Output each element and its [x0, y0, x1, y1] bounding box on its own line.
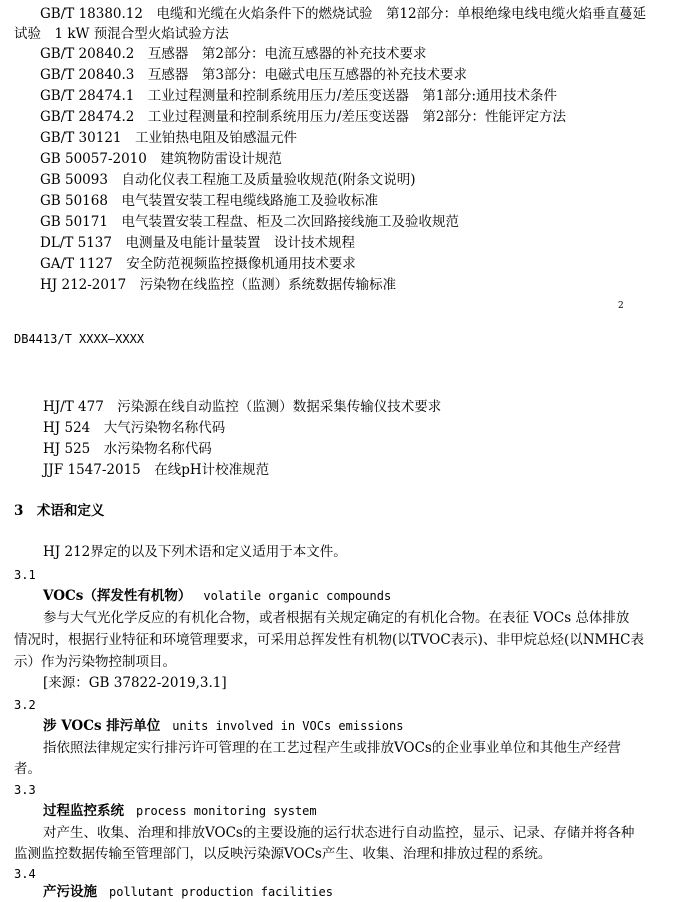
term-title	[43, 884, 333, 900]
document-code: DB4413/T XXXX—XXXX	[14, 332, 145, 346]
term-title-cn: 过程监控系统	[43, 803, 124, 819]
reference-item: HJ/T 477 污染源在线自动监控（监测）数据采集传输仪技术要求	[43, 399, 442, 415]
term-number: 3.3	[14, 783, 36, 797]
section-heading: 3 术语和定义	[14, 503, 105, 519]
reference-item: GB 50171 电气装置安装工程盘、柜及二次回路接线施工及验收规范	[40, 214, 459, 230]
reference-item: GB/T 18380.12 电缆和光缆在火焰条件下的燃烧试验 第12部分：单根绝缘电线电缆火焰垂直蔓延	[40, 6, 647, 22]
reference-item: HJ 524 大气污染物名称代码	[43, 420, 226, 436]
reference-item: GA/T 1127 安全防范视频监控摄像机通用技术要求	[40, 256, 356, 272]
reference-item: GB 50168 电气装置安装工程电缆线路施工及验收标准	[40, 193, 378, 209]
term-title-en: volatile organic compounds	[203, 589, 392, 603]
term-number: 3.4	[14, 867, 36, 881]
term-body-line: 对产生、收集、治理和排放VOCs的主要设施的运行状态进行自动监控，显示、记录、存储并将各种	[43, 825, 635, 841]
term-title-cn: VOCs（挥发性有机物）	[43, 588, 192, 604]
reference-item-continuation: 试验 1 kW 预混合型火焰试验方法	[14, 26, 229, 42]
term-title-cn: 涉 VOCs 排污单位	[43, 718, 161, 734]
reference-item: JJF 1547-2015 在线pH计校准规范	[43, 462, 270, 478]
reference-item: GB 50093 自动化仪表工程施工及质量验收规范(附条文说明)	[40, 172, 416, 188]
reference-item: GB/T 20840.2 互感器 第2部分：电流互感器的补充技术要求	[40, 46, 427, 62]
reference-item: GB 50057-2010 建筑物防雷设计规范	[40, 151, 282, 167]
reference-item: GB/T 28474.2 工业过程测量和控制系统用压力/差压变送器 第2部分：性能评定方法	[40, 109, 567, 125]
term-title-en: units involved in VOCs emissions	[172, 719, 404, 733]
term-body-line: 指依照法律规定实行排污许可管理的在工艺过程产生或排放VOCs的企业事业单位和其他生产经营	[43, 740, 621, 756]
term-body-line: 参与大气光化学反应的有机化合物，或者根据有关规定确定的有机化合物。在表征 VOCs 总体排放	[43, 610, 630, 626]
section-intro: HJ 212界定的以及下列术语和定义适用于本文件。	[43, 544, 347, 560]
reference-item: GB/T 28474.1 工业过程测量和控制系统用压力/差压变送器 第1部分:通用技术条件	[40, 88, 558, 104]
term-title-en: pollutant production facilities	[109, 885, 333, 899]
term-title	[43, 718, 403, 734]
term-body-line: 监测监控数据传输至管理部门，以反映污染源VOCs产生、收集、治理和排放过程的系统。	[14, 846, 552, 862]
term-body-line: 者。	[14, 761, 41, 777]
term-title-en: process monitoring system	[136, 804, 317, 818]
reference-item: HJ 525 水污染物名称代码	[43, 441, 212, 457]
term-body-line: 示）作为污染物控制项目。	[14, 654, 176, 670]
term-title	[43, 803, 317, 819]
reference-item: HJ 212-2017 污染物在线监控（监测）系统数据传输标准	[40, 277, 397, 293]
reference-item: GB/T 20840.3 互感器 第3部分：电磁式电压互感器的补充技术要求	[40, 67, 467, 83]
term-title-cn: 产污设施	[43, 884, 97, 900]
term-number: 3.1	[14, 568, 36, 582]
reference-item: GB/T 30121 工业铂热电阻及铂感温元件	[40, 130, 297, 146]
term-source: [来源：GB 37822-2019,3.1]	[43, 675, 227, 691]
term-number: 3.2	[14, 698, 36, 712]
term-body-line: 情况时，根据行业特征和环境管理要求，可采用总挥发性有机物(以TVOC表示)、非甲烷总烃(以NMHC表	[14, 632, 644, 648]
term-title	[43, 588, 391, 604]
page-number: 2	[618, 301, 624, 311]
reference-item: DL/T 5137 电测量及电能计量装置 设计技术规程	[40, 235, 355, 251]
